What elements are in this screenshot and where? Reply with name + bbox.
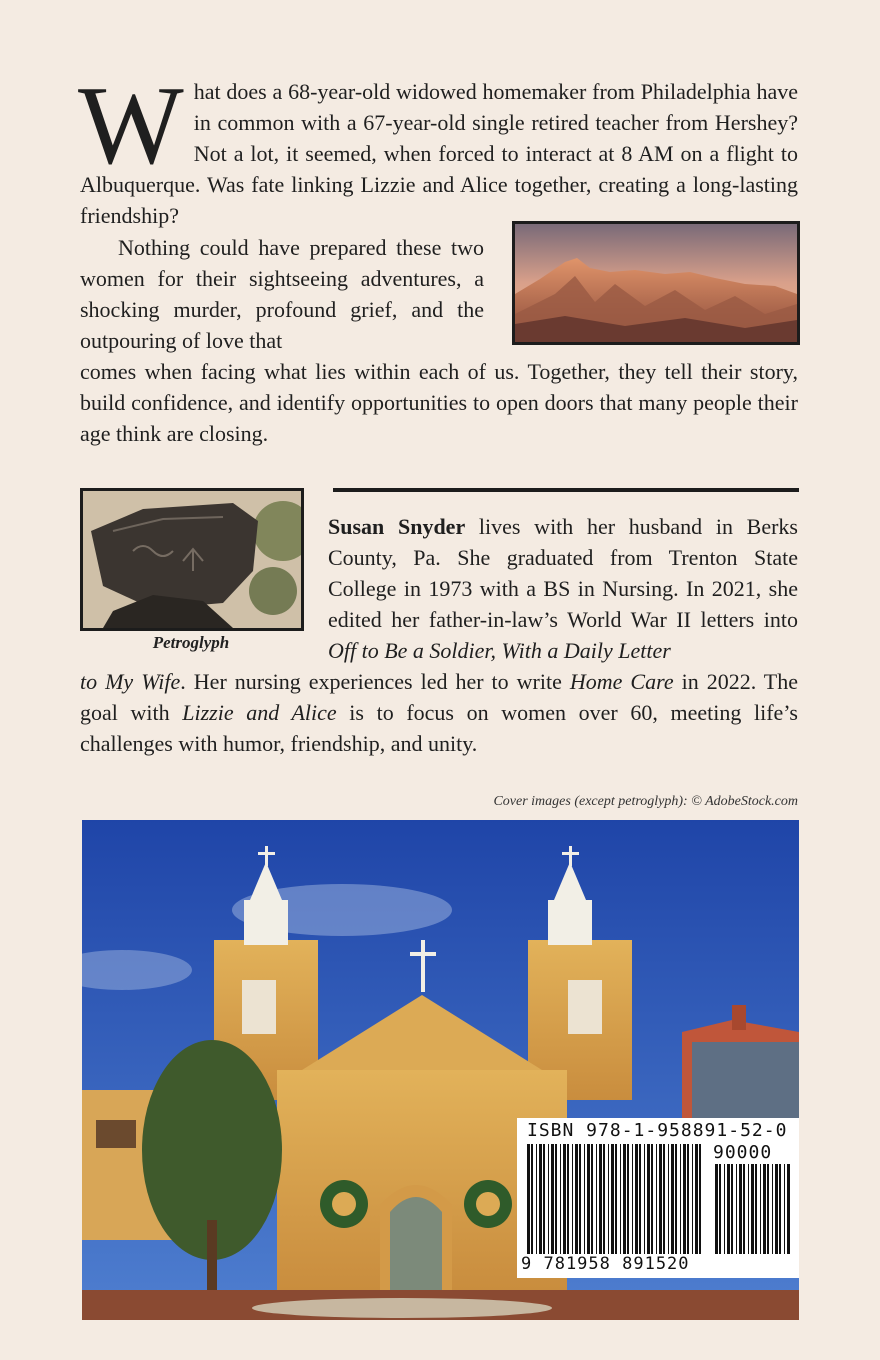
- drop-cap: W: [78, 64, 184, 188]
- section-divider: [333, 488, 799, 492]
- ean-digits: 9 781958 891520: [521, 1254, 690, 1274]
- author-bio-start: Susan Snyder lives with her husband in Berks County, Pa. She graduated from Trenton State College in 1973 with a BS in Nursing. In 2021, she edited her father-in-law’s World War II letters into Off to Be a Soldier, With a Daily Letter: [328, 514, 798, 663]
- mountain-photo: [512, 221, 800, 345]
- author-name: Susan Snyder: [328, 514, 466, 539]
- blurb-paragraph-2-end: comes when facing what lies within each of us. Together, they tell their story, build confidence, and identify opportunities to open doors that many people their age think are closing.: [80, 359, 798, 446]
- petroglyph-caption: Petroglyph: [152, 633, 230, 652]
- ean-bars: [525, 1144, 705, 1254]
- image-credit: Cover images (except petroglyph): © AdobeStock.com: [493, 794, 798, 809]
- intro-paragraph: [78, 64, 798, 231]
- intro-text: hat does a 68-year-old widowed homemaker from Philadelphia have in common with a 67-year-old single retired teacher from Hershey? Not a lot, it seemed, when forced to interact at 8 AM on a flight to Albuquerque. Was fate linking Lizzie and Alice together, creating a long-lasting friendship?: [80, 79, 798, 228]
- isbn-barcode: [517, 1118, 799, 1278]
- petroglyph-photo: [80, 488, 304, 631]
- addon-bars: [713, 1164, 791, 1254]
- price-code: 90000: [713, 1142, 773, 1163]
- isbn-number: ISBN 978-1-958891-52-0: [527, 1120, 788, 1141]
- blurb-paragraph-2-start: Nothing could have prepared these two women for their sightseeing adventures, a shocking murder, profound grief, and the outpouring of love that: [80, 235, 484, 353]
- author-bio-end: to My Wife. Her nursing experiences led her to write Home Care in 2022. The goal with Lizzie and Alice is to focus on women over 60, meeting life’s challenges with humor, friendship, and unity.: [80, 669, 798, 756]
